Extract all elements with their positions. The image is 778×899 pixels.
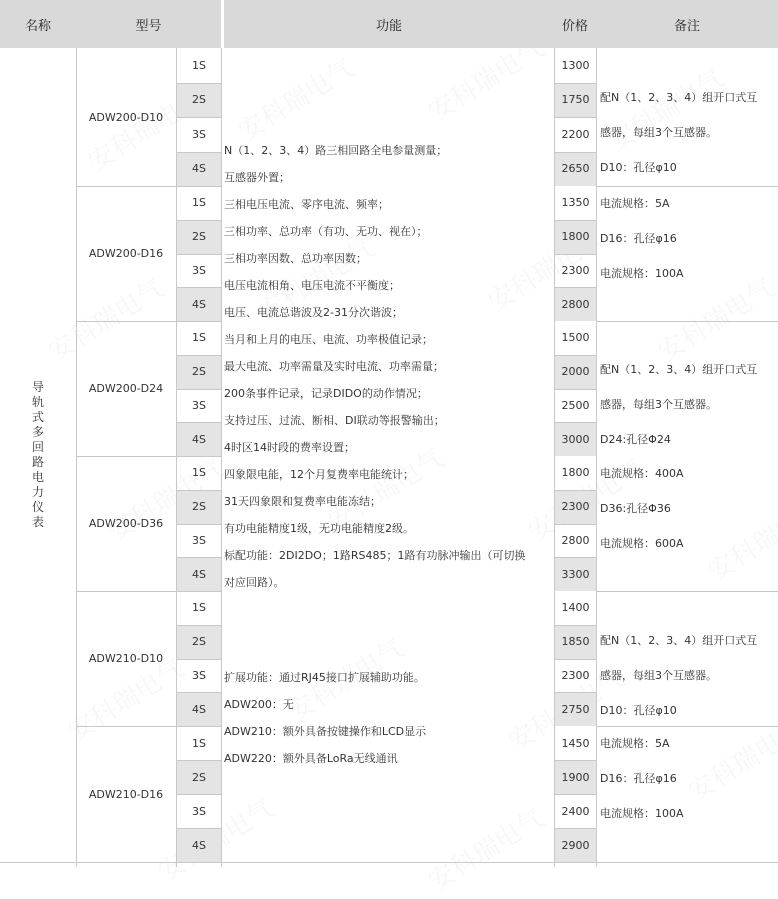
remark-line: 感器，每组3个互感器。 [600, 126, 717, 139]
row-divider [177, 254, 221, 255]
spec-cell: 1S [192, 736, 206, 750]
category-char: 仪 [31, 500, 44, 514]
remark-line: D24:孔径Φ24 [600, 433, 671, 446]
function-item: N（1、2、3、4）路三相回路全电参量测量； [224, 144, 448, 157]
function-item: 四象限电能，12个月复费率电能统计； [224, 468, 414, 481]
row-divider [177, 83, 221, 84]
function-item: 电压、电流总谐波及2-31分次谐波； [224, 306, 403, 319]
price-cell: 2000 [555, 355, 596, 389]
spec-cell: 2S [177, 760, 221, 794]
spec-cell: 3S [192, 533, 206, 547]
remark-block [600, 352, 776, 457]
row-divider [555, 152, 596, 153]
model-name: ADW200-D36 [88, 517, 164, 530]
header-name: 名称 [0, 0, 76, 48]
category-char: 导 [31, 380, 44, 394]
spec-cell: 3S [192, 804, 206, 818]
price-cell: 1900 [555, 760, 596, 794]
remark-block [600, 186, 776, 291]
spec-cell: 2S [177, 625, 221, 659]
spec-cell: 4S [177, 422, 221, 456]
remark-line: 电流规格：600A [600, 537, 684, 550]
row-divider [177, 659, 221, 660]
remark-line: 电流规格：100A [600, 267, 684, 280]
watermark [420, 798, 550, 898]
model-name: ADW200-D10 [88, 110, 164, 124]
remark-block [600, 456, 776, 561]
row-divider [555, 287, 596, 288]
remark-block [600, 726, 776, 831]
remark-line: 电流规格：400A [600, 467, 684, 480]
price-cell: 2750 [555, 692, 596, 726]
function-item: 三相电压电流、零序电流、频率； [224, 198, 389, 211]
extension-list [224, 664, 554, 772]
row-divider [555, 524, 596, 525]
row-divider [555, 83, 596, 84]
row-divider [555, 254, 596, 255]
spec-cell: 3S [192, 263, 206, 277]
spec-cell: 3S [192, 127, 206, 141]
extension-item: 扩展功能：通过RJ45接口扩展辅助功能。 [224, 671, 425, 684]
price-cell: 2200 [561, 127, 590, 141]
category-char: 回 [31, 440, 44, 454]
spec-cell: 3S [192, 668, 206, 682]
row-divider [555, 794, 596, 795]
row-divider [177, 422, 221, 423]
function-item: 31天四象限和复费率电能冻结； [224, 495, 381, 508]
header-price: 价格 [554, 0, 596, 48]
category-char: 路 [31, 455, 44, 469]
remark-line: D10：孔径φ10 [600, 161, 677, 174]
function-item: 电压电流相角、电压电流不平衡度； [224, 279, 400, 292]
function-item: 200条事件记录，记录DIDO的动作情况； [224, 387, 428, 400]
spec-cell: 1S [192, 331, 206, 345]
row-divider [555, 692, 596, 693]
row-divider [177, 355, 221, 356]
remark-line: 电流规格：100A [600, 807, 684, 820]
column-divider [221, 48, 222, 867]
category-char: 力 [31, 485, 44, 499]
remark-line: 感器，每组3个互感器。 [600, 669, 717, 682]
price-cell: 2300 [555, 490, 596, 524]
function-item: 4时区14时段的费率设置； [224, 441, 355, 454]
price-cell: 3300 [555, 557, 596, 591]
row-divider [177, 389, 221, 390]
category-name [0, 380, 76, 530]
row-divider [555, 355, 596, 356]
remark-line: 配N（1、2、3、4）组开口式互 [600, 91, 758, 104]
model-name: ADW200-D16 [88, 247, 164, 260]
function-item: 当月和上月的电压、电流、功率极值记录； [224, 333, 433, 346]
spec-cell: 1S [192, 466, 206, 480]
row-divider [555, 389, 596, 390]
row-divider [177, 287, 221, 288]
category-char: 多 [31, 425, 44, 439]
row-divider [555, 557, 596, 558]
category-char: 式 [31, 410, 44, 424]
remark-divider [596, 321, 778, 322]
price-cell: 2800 [561, 533, 590, 547]
bottom-border [0, 862, 778, 863]
price-cell: 1450 [561, 736, 590, 750]
model-name: ADW200-D24 [88, 382, 164, 395]
spec-cell: 4S [177, 828, 221, 862]
category-char: 轨 [31, 395, 44, 409]
row-divider [177, 625, 221, 626]
spec-cell: 2S [177, 220, 221, 254]
model-name: ADW210-D10 [88, 652, 164, 665]
watermark [230, 48, 360, 148]
model-name: ADW210-D16 [88, 787, 164, 801]
row-divider [555, 828, 596, 829]
spec-cell: 4S [177, 287, 221, 321]
row-divider [177, 794, 221, 795]
price-cell: 2300 [561, 263, 590, 277]
spec-cell: 2S [177, 490, 221, 524]
spec-cell: 2S [177, 83, 221, 118]
remark-line: D36:孔径Φ36 [600, 502, 671, 515]
remark-line: 感器，每组3个互感器。 [600, 398, 717, 411]
row-divider [555, 490, 596, 491]
price-cell: 3000 [555, 422, 596, 456]
row-divider [177, 828, 221, 829]
extension-item: ADW220：额外具备LoRa无线通讯 [224, 752, 398, 765]
function-item: 支持过压、过流、断相、DI联动等报警输出； [224, 414, 445, 427]
column-divider [76, 48, 77, 867]
row-divider [177, 557, 221, 558]
row-divider [177, 152, 221, 153]
row-divider [555, 659, 596, 660]
category-char: 电 [31, 470, 44, 484]
header-model: 型号 [76, 0, 221, 48]
function-item: 三相功率、总功率（有功、无功、视在）； [224, 225, 428, 238]
price-cell: 2500 [561, 398, 590, 412]
extension-item: ADW210：额外具备按键操作和LCD显示 [224, 725, 427, 738]
price-cell: 2300 [561, 668, 590, 682]
spec-cell: 3S [192, 398, 206, 412]
function-item: 互感器外置； [224, 171, 290, 184]
row-divider [555, 625, 596, 626]
remark-line: D10：孔径φ10 [600, 704, 677, 717]
remark-line: D16：孔径φ16 [600, 232, 677, 245]
row-divider [177, 117, 221, 118]
spec-cell: 1S [192, 58, 206, 72]
spec-cell: 2S [177, 355, 221, 389]
extension-item: ADW200：无 [224, 698, 294, 711]
spec-cell: 1S [192, 601, 206, 615]
watermark [40, 268, 170, 368]
function-item: 三相功率因数、总功率因数； [224, 252, 367, 265]
row-divider [555, 117, 596, 118]
remark-line: 电流规格：5A [600, 737, 670, 750]
header-remark: 备注 [596, 0, 778, 48]
row-divider [555, 422, 596, 423]
row-divider [177, 220, 221, 221]
remark-line: D16：孔径φ16 [600, 772, 677, 785]
remark-line: 电流规格：5A [600, 197, 670, 210]
price-cell: 2650 [555, 152, 596, 187]
price-cell: 1350 [561, 196, 590, 210]
price-cell: 1750 [555, 83, 596, 118]
price-cell: 1400 [561, 601, 590, 615]
price-cell: 1300 [561, 58, 590, 72]
row-divider [177, 490, 221, 491]
function-item: 有功电能精度1级，无功电能精度2级。 [224, 522, 414, 535]
price-cell: 1500 [561, 331, 590, 345]
column-divider [596, 48, 597, 867]
row-divider [177, 692, 221, 693]
row-divider [177, 524, 221, 525]
price-cell: 1850 [555, 625, 596, 659]
row-divider [177, 760, 221, 761]
header-function: 功能 [224, 0, 554, 48]
price-cell: 1800 [561, 466, 590, 480]
price-cell: 2800 [555, 287, 596, 321]
remark-block [600, 623, 776, 728]
remark-divider [596, 591, 778, 592]
price-cell: 2900 [555, 828, 596, 862]
function-list [224, 137, 554, 596]
function-item: 标配功能：2DI2DO；1路RS485；1路有功脉冲输出（可切换 [224, 549, 526, 562]
remark-line: 配N（1、2、3、4）组开口式互 [600, 363, 758, 376]
spec-cell: 4S [177, 557, 221, 591]
category-char: 表 [31, 515, 44, 529]
row-divider [555, 220, 596, 221]
price-cell: 2400 [561, 804, 590, 818]
spec-cell: 4S [177, 692, 221, 726]
price-cell: 1800 [555, 220, 596, 254]
row-divider [555, 760, 596, 761]
remark-line: 配N（1、2、3、4）组开口式互 [600, 634, 758, 647]
function-item: 最大电流、功率需量及实时电流、功率需量； [224, 360, 444, 373]
spec-cell: 4S [177, 152, 221, 187]
function-item: 对应回路）。 [224, 576, 285, 589]
spec-cell: 1S [192, 196, 206, 210]
